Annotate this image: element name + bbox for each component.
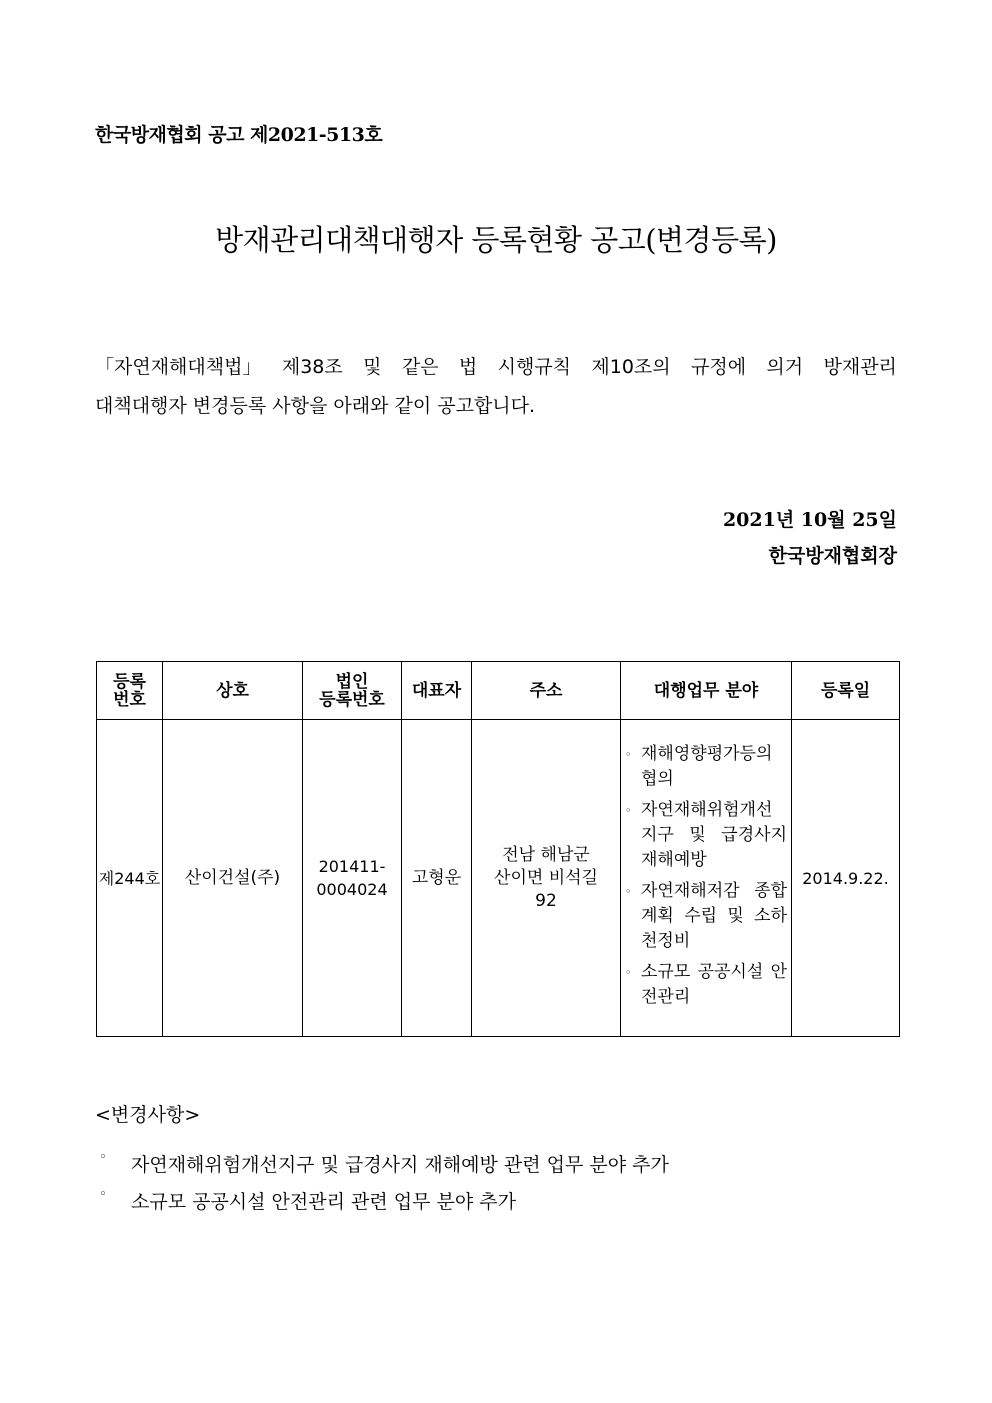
change-text: 자연재해위험개선지구 및 급경사지 재해예방 관련 업무 분야 추가 xyxy=(131,1154,669,1176)
body-word: 및 xyxy=(363,356,382,378)
cell-text: 92 xyxy=(535,890,557,911)
header-text: 등록 xyxy=(113,671,146,692)
cell-ceo: 고형운 xyxy=(402,720,472,1037)
scope-item xyxy=(625,960,787,1010)
table-header-row xyxy=(97,662,900,720)
cell-company: 산이건설(주) xyxy=(163,720,303,1037)
header-text: 등록번호 xyxy=(319,689,385,710)
bullet-icon: ◦ xyxy=(625,885,632,898)
bullet-icon: ◦ xyxy=(99,1187,107,1202)
change-text: 소규모 공공시설 안전관리 관련 업무 분야 추가 xyxy=(131,1191,516,1213)
cell-scope xyxy=(621,720,792,1037)
body-word: 의거 xyxy=(766,356,804,378)
header-corp-no xyxy=(303,662,402,720)
change-item xyxy=(95,1150,669,1177)
scope-text: 자연재해저감 종합계획 수립 및 소하천정비 xyxy=(641,881,787,951)
header-reg-date: 등록일 xyxy=(792,662,900,720)
cell-text: 201411- xyxy=(318,857,386,876)
bullet-icon: ◦ xyxy=(625,966,632,979)
scope-item xyxy=(625,742,787,792)
bullet-icon: ◦ xyxy=(625,748,632,761)
notice-date: 2021년 10월 25일 xyxy=(722,509,897,531)
notice-body xyxy=(95,348,897,426)
scope-item xyxy=(625,798,787,873)
bullet-icon: ◦ xyxy=(99,1150,107,1165)
cell-text: 전남 해남군 xyxy=(502,844,590,865)
cell-text: 산이면 비석길 xyxy=(494,867,598,888)
header-scope: 대행업무 분야 xyxy=(621,662,792,720)
table-row xyxy=(97,720,900,1037)
header-text: 번호 xyxy=(113,689,146,710)
registration-table xyxy=(96,661,900,1037)
cell-address xyxy=(472,720,621,1037)
body-word: 「자연재해대책법」 xyxy=(95,356,262,378)
scope-text: 소규모 공공시설 안전관리 xyxy=(641,962,787,1007)
header-reg-no xyxy=(97,662,163,720)
header-text: 법인 xyxy=(335,671,369,692)
cell-reg-date: 2014.9.22. xyxy=(792,720,900,1037)
body-word: 규정에 xyxy=(691,356,747,378)
cell-reg-no: 제244호 xyxy=(97,720,163,1037)
changes-heading: <변경사항> xyxy=(95,1104,201,1126)
cell-corp-no xyxy=(303,720,402,1037)
body-word: 법 xyxy=(458,356,478,378)
page-title: 방재관리대책대행자 등록현황 공고(변경등록) xyxy=(215,223,777,257)
issuer-name: 한국방재협회장 xyxy=(768,545,897,567)
notice-number: 한국방재협회 공고 제2021-513호 xyxy=(95,124,383,146)
scope-text: 자연재해위험개선지구 및 급경사지 재해예방 xyxy=(641,800,787,870)
body-word: 같은 xyxy=(401,356,439,378)
header-ceo: 대표자 xyxy=(402,662,472,720)
header-address: 주소 xyxy=(472,662,621,720)
scope-item xyxy=(625,879,787,954)
body-line-2: 대책대행자 변경등록 사항을 아래와 같이 공고합니다. xyxy=(95,395,536,417)
header-company: 상호 xyxy=(163,662,303,720)
bullet-icon: ◦ xyxy=(625,804,632,817)
body-line-1 xyxy=(95,348,897,387)
cell-text: 0004024 xyxy=(316,880,388,899)
body-word: 제38조 xyxy=(281,356,343,378)
body-word: 방재관리 xyxy=(823,356,897,378)
change-item xyxy=(95,1187,516,1214)
scope-text: 재해영향평가등의 협의 xyxy=(641,744,773,789)
body-word: 시행규칙 xyxy=(497,356,572,378)
body-word: 제10조의 xyxy=(591,356,671,378)
